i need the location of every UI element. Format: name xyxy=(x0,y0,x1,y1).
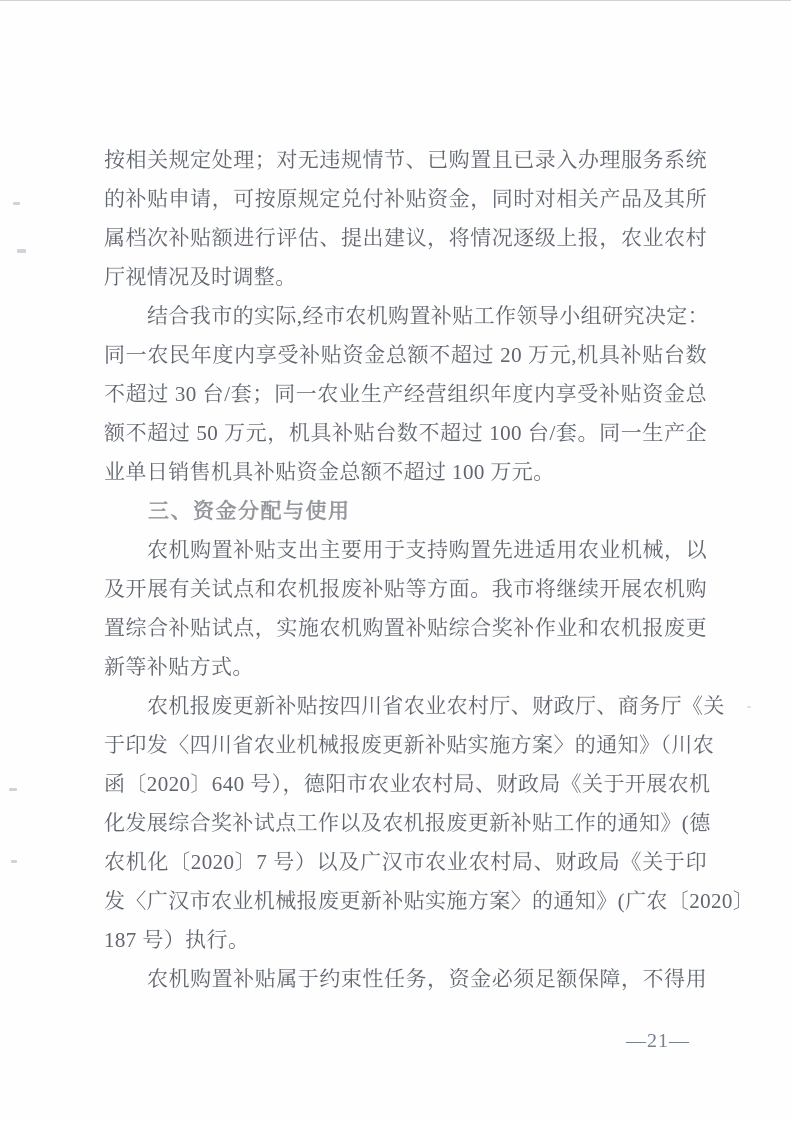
scan-speck xyxy=(747,706,751,708)
text-line: 函〔2020〕640 号），德阳市农业农村局、财政局《关于开展农机 xyxy=(104,772,711,796)
text-line: 农机化〔2020〕7 号）以及广汉市农业农村局、财政局《关于印 xyxy=(104,850,707,874)
text-line: 农机购置补贴属于约束性任务，资金必须足额保障，不得用 xyxy=(147,967,707,991)
text-line: 置综合补贴试点，实施农机购置补贴综合奖补作业和农机报废更 xyxy=(104,616,707,640)
text-line: 及开展有关试点和农机报废补贴等方面。我市将继续开展农机购 xyxy=(104,577,707,601)
text-line: 农机购置补贴支出主要用于支持购置先进适用农业机械，以 xyxy=(147,538,707,562)
text-line: 不超过 30 台/套；同一农业生产经营组织年度内享受补贴资金总 xyxy=(104,382,707,406)
paragraph xyxy=(104,531,707,687)
text-line: 厅视情况及时调整。 xyxy=(104,265,297,289)
section-heading: 三、资金分配与使用 xyxy=(148,500,351,523)
text-line: 于印发〈四川省农业机械报废更新补贴实施方案〉的通知》（川农 xyxy=(104,733,715,757)
scan-speck xyxy=(13,202,20,205)
text-line: 属档次补贴额进行评估、提出建议，将情况逐级上报，农业农村 xyxy=(104,226,707,250)
text-line: 187 号）执行。 xyxy=(104,928,250,952)
text-line: 的补贴申请，可按原规定兑付补贴资金，同时对相关产品及其所 xyxy=(104,187,707,211)
text-line: 化发展综合奖补试点工作以及农机报废更新补贴工作的通知》(德 xyxy=(104,811,711,835)
text-line: 结合我市的实际,经市农机购置补贴工作领导小组研究决定： xyxy=(147,304,710,328)
text-line: 业单日销售机具补贴资金总额不超过 100 万元。 xyxy=(104,460,555,484)
paragraph xyxy=(104,960,707,999)
paragraph xyxy=(104,141,707,297)
scan-speck xyxy=(11,860,17,863)
document-body xyxy=(104,141,755,999)
text-line: 新等补贴方式。 xyxy=(104,655,254,679)
paragraph xyxy=(104,297,710,492)
page-number: —21— xyxy=(626,1030,690,1052)
scan-speck xyxy=(9,788,17,791)
text-line: 农机报废更新补贴按四川省农业农村厅、财政厅、商务厅《关 xyxy=(147,694,725,718)
scan-speck xyxy=(17,249,26,253)
paragraph xyxy=(104,687,755,960)
text-line: 按相关规定处理；对无违规情节、已购置且已录入办理服务系统 xyxy=(104,148,707,172)
text-line: 发〈广汉市农业机械报废更新补贴实施方案〉的通知》(广农〔2020〕 xyxy=(104,889,755,913)
scan-edge-line xyxy=(0,0,791,1)
text-line: 额不超过 50 万元，机具补贴台数不超过 100 台/套。同一生产企 xyxy=(104,421,707,445)
text-line: 同一农民年度内享受补贴资金总额不超过 20 万元,机具补贴台数 xyxy=(104,343,707,367)
